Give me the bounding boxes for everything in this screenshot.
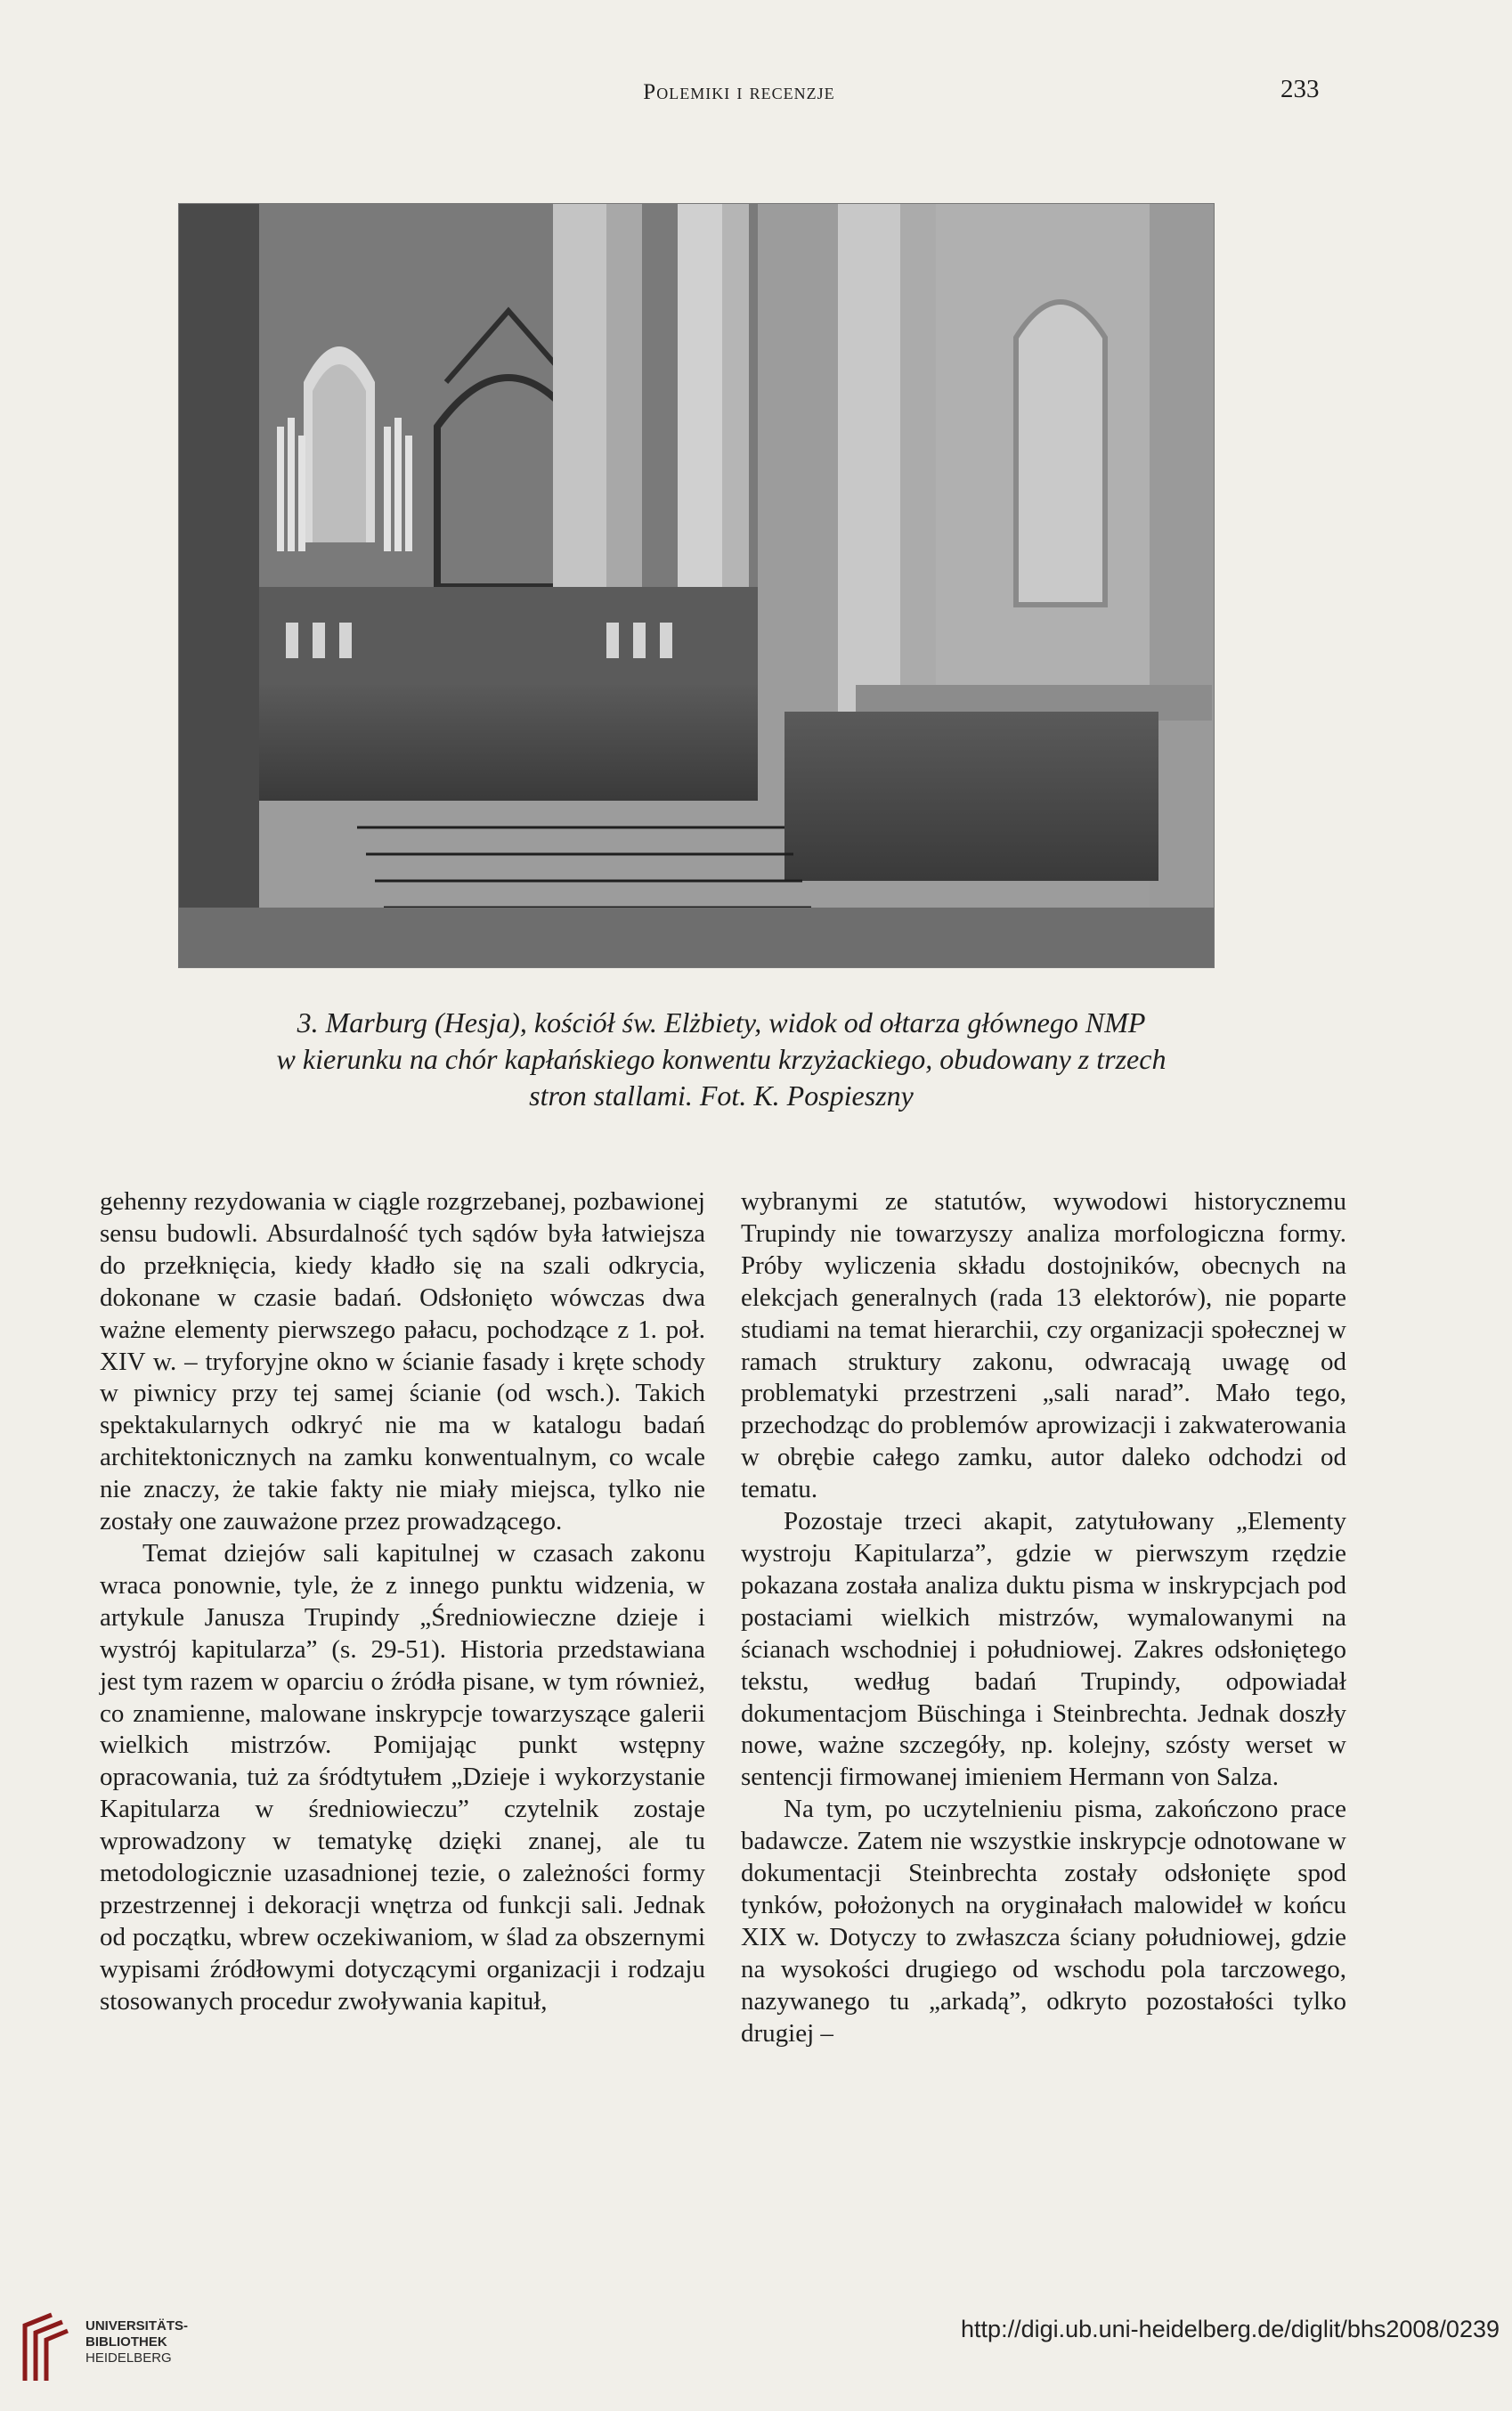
source-url-link[interactable]: http://digi.ub.uni-heidelberg.de/diglit/bhs2008/0239: [961, 2316, 1500, 2342]
library-name-line: HEIDELBERG: [85, 2350, 172, 2366]
paragraph: wybranymi ze statutów, wywodowi historycznemu Trupindy nie towarzyszy analiza morfologiczna formy. Próby wyliczenia składu dostojników, obecnych na elekcjach generalnych (rada 13 elektorów), nie poparte studiami na temat hierarchii, czy organizacji społecznej w ramach struktury zakonu, odwracają uwagę od problematyki przestrzeni „sali narad”. Mało tego, przechodząc do problemów aprowizacji i zakwaterowania w obrębie całego zamku, autor daleko odchodzi od tematu.: [741, 1187, 1346, 1504]
page-number: 233: [1280, 75, 1320, 103]
library-logo: [16, 2309, 283, 2390]
church-interior-photo: [178, 203, 1215, 968]
paragraph: Temat dziejów sali kapitulnej w czasach zakonu wraca ponownie, tyle, że z innego punktu widzenia, w artykule Janusza Trupindy „Średniowieczne dzieje i wystrój kapitularza” (s. 29-51). Historia przedstawiana jest tym razem w oparciu o źródła pisane, w tym również, co znamienne, malowane inskrypcje towarzyszące galerii wielkich mistrzów. Pomijając punkt wstępny opracowania, tuż za śródtytułem „Dzieje i wykorzystanie Kapitularza w średniowieczu” czytelnik zostaje wprowadzony w tematykę dzięki znanej, ale tu metodologicznie uzasadnionej tezie, o zależności formy przestrzennej i dekoracji wnętrza od funkcji sali. Jednak od początku, wbrew oczekiwaniom, w ślad za obszernymi wypisami źródłowymi dotyczącymi organizacji i rodzaju stosowanych procedur zwoływania kapituł,: [100, 1538, 705, 2016]
caption-line: stron stallami. Fot. K. Pospieszny: [529, 1079, 914, 1112]
left-text-column: [100, 1186, 705, 2018]
caption-line: w kierunku na chór kapłańskiego konwentu krzyżackiego, obudowany z trzech: [276, 1043, 1167, 1075]
library-name-line: UNIVERSITÄTS-: [85, 2318, 189, 2334]
library-name-line: BIBLIOTHEK: [85, 2334, 167, 2350]
caption-line: 3. Marburg (Hesja), kościół św. Elżbiety, widok od ołtarza głównego NMP: [297, 1006, 1146, 1039]
running-title: Polemiki i recenzje: [643, 80, 835, 104]
paragraph: gehenny rezydowania w ciągle rozgrzebanej, pozbawionej sensu budowli. Absurdalność tych sądów była łatwiejsza do przełknięcia, kiedy kładło się na szali odkrycia, dokonane w czasie badań. Odsłonięto wówczas dwa ważne elementy pierwszego pałacu, pochodzące z 1. poł. XIV w. – tryforyjne okno w ścianie fasady i kręte schody w piwnicy przy tej samej ścianie (od wsch.). Takich spektakularnych odkryć nie ma w katalogu badań architektonicznych na zamku konwentualnym, co wcale nie znaczy, że takie fakty nie miały miejsca, tylko nie zostały one zauważone przez prowadzącego.: [100, 1187, 705, 1536]
right-text-column: [741, 1186, 1346, 2049]
paragraph: Na tym, po uczytelnieniu pisma, zakończono prace badawcze. Zatem nie wszystkie inskrypcje odnotowane w dokumentacji Steinbrechta zostały odsłonięte spod tynków, położonych na oryginałach malowideł w końcu XIX w. Dotyczy to zwłaszcza ściany południowej, gdzie na wysokości drugiego od wschodu pola tarczowego, nazywanego tu „arkadą”, odkryto pozostałości tylko drugiej –: [741, 1795, 1346, 2048]
library-logo-icon: [16, 2309, 73, 2384]
photo-illustration: [179, 204, 1214, 967]
figure-caption: [160, 1005, 1282, 1114]
paragraph: Pozostaje trzeci akapit, zatytułowany „Elementy wystroju Kapitularza”, gdzie w pierwszym rzędzie pokazana została analiza duktu pisma w inskrypcjach pod postaciami wielkich mistrzów, wymalowanymi na ścianach wschodniej i południowej. Zakres odsłoniętego tekstu, według badań Trupindy, odpowiadał dokumentacjom Büschinga i Steinbrechta. Jednak doszły nowe, ważne szczegóły, np. kolejny, szósty werset w sentencji firmowanej imieniem Hermann von Salza.: [741, 1507, 1346, 1792]
